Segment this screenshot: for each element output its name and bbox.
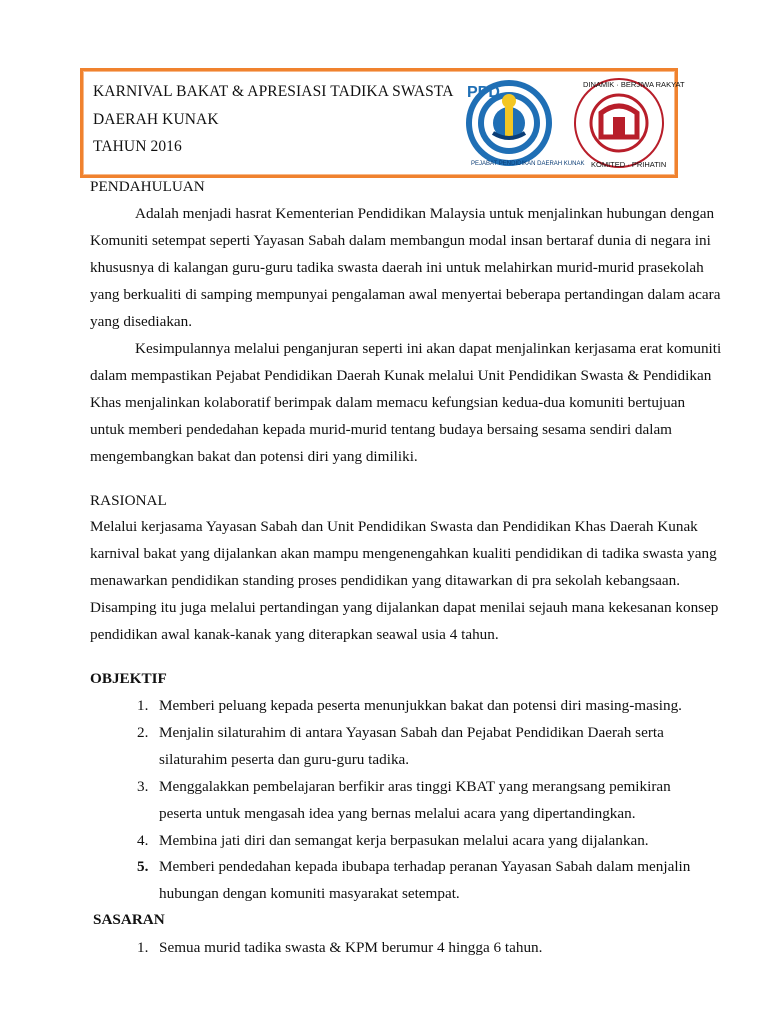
pendahuluan-para1-line: yang berkualiti di samping mempunyai pengalaman awal menyertai beberapa pertandingan dalam acara (90, 286, 721, 303)
rasional-line: pendidikan awal kanak-kanak yang diterapkan seawal usia 4 tahun. (90, 626, 499, 643)
objektif-item-number: 3. (137, 778, 149, 795)
ppd-initials: PPD (467, 84, 500, 101)
sasaran-item-number: 1. (137, 939, 149, 956)
pendahuluan-para1-line: yang disediakan. (90, 313, 193, 330)
rasional-line: Melalui kerjasama Yayasan Sabah dan Unit Pendidikan Swasta dan Pendidikan Khas Daerah Kunak (90, 518, 698, 535)
pendahuluan-para2-line: Kesimpulannya melalui penganjuran seperti ini akan dapat menjalinkan kerjasama erat komuniti (135, 340, 722, 357)
rasional-heading: RASIONAL (90, 492, 167, 509)
objektif-item-number: 1. (137, 697, 149, 714)
pendahuluan-para2-line: untuk memberi pendedahan kepada murid-murid tentang budaya bersaing sesama sendiri dalam (90, 421, 672, 438)
sasaran-heading: SASARAN (93, 911, 165, 928)
objektif-item-text: hubungan dengan komuniti masyarakat setempat. (159, 885, 460, 902)
pendahuluan-para2-line: Khas menjalinkan kolaboratif berimpak dalam memacu kefungsian kedua-dua komuniti bertujuan (90, 394, 686, 411)
pendahuluan-para1-line: Adalah menjadi hasrat Kementerian Pendidikan Malaysia untuk menjalinkan hubungan dengan (135, 205, 715, 222)
header-title-line1: KARNIVAL BAKAT & APRESIASI TADIKA SWASTA (93, 83, 454, 100)
objektif-item-text: Memberi pendedahan kepada ibubapa terhadap peranan Yayasan Sabah dalam menjalin (159, 858, 691, 875)
objektif-item-number: 4. (137, 832, 149, 849)
ppd-logo (463, 77, 585, 169)
pendahuluan-para2-line: mengembangkan bakat dan potensi diri yang dimiliki. (90, 448, 418, 465)
pendahuluan-para2-line: dalam mempastikan Pejabat Pendidikan Daerah Kunak melalui Unit Pendidikan Swasta & Pendidikan (90, 367, 712, 384)
rasional-line: menawarkan pendidikan standing proses pendidikan yang ditawarkan di pra sekolah kebangsaan. (90, 572, 681, 589)
objektif-item-number: 2. (137, 724, 149, 741)
pendahuluan-para1-line: Komuniti setempat seperti Yayasan Sabah dalam membangun modal insan bertaraf dunia di negara ini (90, 232, 711, 249)
objektif-item-number: 5. (137, 858, 149, 875)
sasaran-item-text: Semua murid tadika swasta & KPM berumur 4 hingga 6 tahun. (159, 939, 543, 956)
objektif-item-text: Membina jati diri dan semangat kerja berpasukan melalui acara yang dijalankan. (159, 832, 649, 849)
ppd-logo-text: PEJABAT PENDIDIKAN DAERAH KUNAK (471, 161, 585, 167)
ministry-logo (569, 75, 685, 171)
objektif-heading: OBJEKTIF (90, 670, 167, 687)
pendahuluan-para1-line: khususnya di kalangan guru-guru tadika swasta daerah ini untuk melahirkan murid-murid prasekolah (90, 259, 704, 276)
pendahuluan-heading: PENDAHULUAN (90, 178, 205, 195)
objektif-item-text: peserta untuk mengasah idea yang bernas melalui acara yang dipertandingkan. (159, 805, 636, 822)
objektif-item-text: Menjalin silaturahim di antara Yayasan Sabah dan Pejabat Pendidikan Daerah serta (159, 724, 664, 741)
objektif-item-text: Memberi peluang kepada peserta menunjukkan bakat dan potensi diri masing-masing. (159, 697, 682, 714)
header-title-line3: TAHUN 2016 (93, 138, 182, 155)
objektif-item-text: Menggalakkan pembelajaran berfikir aras tinggi KBAT yang merangsang pemikiran (159, 778, 671, 795)
ministry-logo-text-bottom: KOMITED · PRIHATIN (591, 160, 667, 169)
objektif-item-text: silaturahim peserta dan guru-guru tadika. (159, 751, 410, 768)
rasional-line: Disamping itu juga melalui pertandingan yang dijalankan dapat menilai sejauh mana kekesanan konsep (90, 599, 719, 616)
ministry-logo-text-top: DINAMIK · BERJIWA RAKYAT (583, 80, 685, 89)
header-title-line2: DAERAH KUNAK (93, 111, 219, 128)
header-box (80, 68, 685, 178)
rasional-line: karnival bakat yang dijalankan akan mampu mengenengahkan kualiti pendidikan di tadika swasta yang (90, 545, 717, 562)
